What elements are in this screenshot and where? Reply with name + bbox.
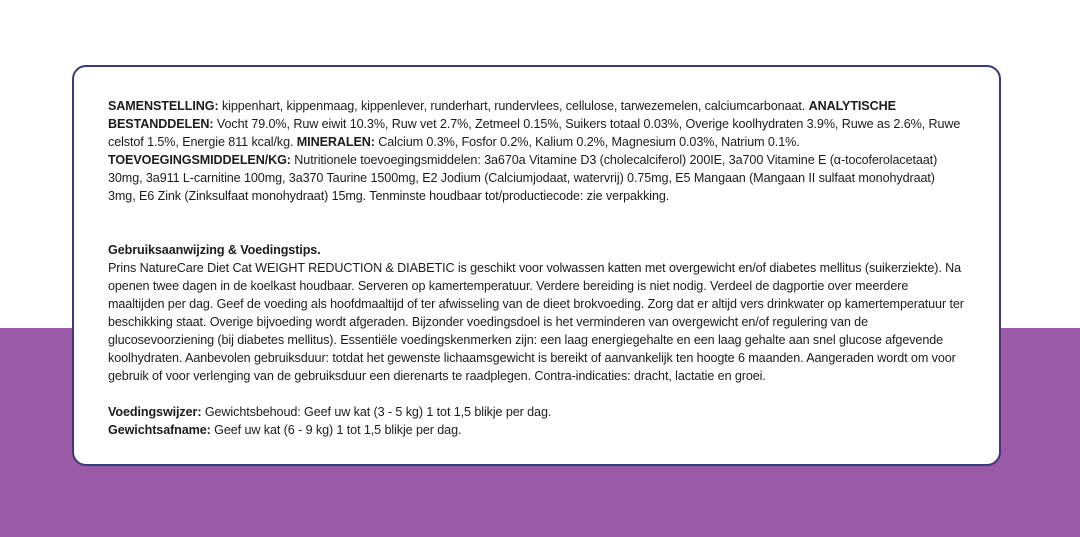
spacer	[108, 223, 965, 241]
additives-heading: TOEVOEGINGSMIDDELEN/KG:	[108, 153, 291, 167]
label-text-panel	[72, 65, 1001, 466]
additives-text: Nutritionele toevoegingsmiddelen: 3a670a Vitamine D3 (cholecalciferol) 200IE, 3a700 Vitamine E (α-tocoferolacetaat) 30mg, 3a911 L-carnitine 100mg, 3a370 Taurine 1500mg, E2 Jodium (Calciumjodaat, watervrij) 0.75mg, E5 Mangaan (Mangaan II sulfaat monohydraat) 3mg, E6 Zink (Zinksulfaat monohydraat) 15mg. Tenminste houdbaar tot/productiecode: zie verpakking.	[108, 153, 938, 203]
minerals-heading: MINERALEN:	[296, 135, 375, 149]
composition-text: kippenhart, kippenmaag, kippenlever, runderhart, rundervlees, cellulose, tarwezemelen, calciumcarbonaat.	[218, 99, 809, 113]
spacer	[108, 205, 965, 223]
feeding-maintain-label: Voedingswijzer:	[108, 405, 202, 419]
feeding-loss-label: Gewichtsafname:	[108, 423, 211, 437]
usage-text: Prins NatureCare Diet Cat WEIGHT REDUCTION & DIABETIC is geschikt voor volwassen katten met overgewicht en/of diabetes mellitus (suikerziekte). Na openen twee dagen in de koelkast houdbaar. Serveren op kamertemperatuur. Verdere bereiding is niet nodig. Verdeel de dagportie over meerdere maaltijden per dag. Geef de voeding als hoofdmaaltijd of ter afwisseling van de dieet brokvoeding. Zorg dat er altijd vers drinkwater op kamertemperatuur ter beschikking staat. Overige bijvoeding wordt afgeraden. Bijzonder voedingsdoel is het verminderen van overgewicht en/of regulering van de glucosevoorziening (bij diabetes mellitus). Essentiële voedingskenmerken zijn: een laag energiegehalte en een laag gehalte aan snel glucose afgevende koolhydraten. Aanbevolen gebruiksduur: totdat het gewenste lichaamsgewicht is bereikt of aanvankelijk ten hoogte 6 maanden. Aangeraden wordt om voor gebruik of voor verlenging van de gebruiksduur een dierenarts te raadplegen. Contra-indicaties: dracht, lactatie en groei.	[108, 261, 964, 383]
usage-heading: Gebruiksaanwijzing & Voedingstips.	[108, 243, 321, 257]
analytic-text: Vocht 79.0%, Ruw eiwit 10.3%, Ruw vet 2.7%, Zetmeel 0.15%, Suikers totaal 0.03%, Overige koolhydraten 3.9%, Ruwe as 2.6%, Ruwe celstof 1.5%, Energie 811 kcal/kg.	[108, 117, 961, 149]
feeding-maintain-line	[108, 403, 965, 421]
minerals-text: Calcium 0.3%, Fosfor 0.2%, Kalium 0.2%, Magnesium 0.03%, Natrium 0.1%.	[374, 135, 800, 149]
feeding-loss-text: Geef uw kat (6 - 9 kg) 1 tot 1,5 blikje per dag.	[210, 423, 462, 437]
composition-heading: SAMENSTELLING:	[108, 99, 219, 113]
composition-paragraph	[108, 97, 965, 205]
spacer	[108, 385, 965, 403]
feeding-maintain-text: Gewichtsbehoud: Geef uw kat (3 - 5 kg) 1 tot 1,5 blikje per dag.	[201, 405, 552, 419]
analytic-heading: ANALYTISCHE BESTANDDELEN:	[108, 99, 896, 131]
feeding-loss-line	[108, 421, 965, 439]
